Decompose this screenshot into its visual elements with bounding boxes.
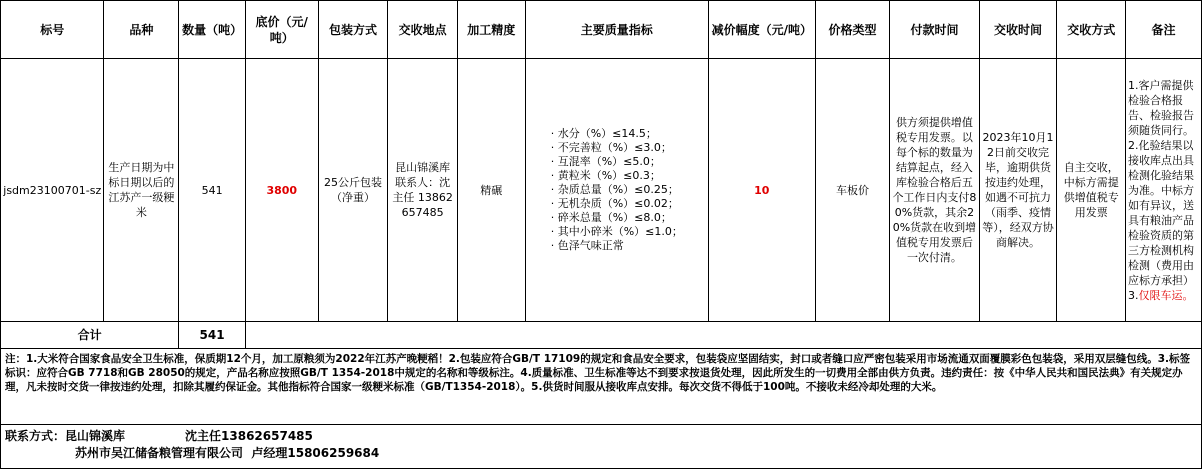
cell-processing: 精碾 [457,59,525,322]
quality-item: · 水分（%）≤14.5； [550,127,657,140]
total-row [1,322,1202,349]
cell-base-price: 3800 [245,59,318,322]
contact-row [1,425,1202,469]
cell-payment-time: 供方须提供增值税专用发票。以每个标的数量为结算起点，经入库检验合格后五个工作日内支付80%货款，其余20%货款在收到增值税专用发票后一次付清。 [890,59,979,322]
header-payment-time: 付款时间 [890,1,979,59]
total-label: 合计 [1,322,179,349]
contact-label: 联系方式： [5,429,66,443]
contact-line-1 [5,428,1197,445]
contact-person-2: 卢经理15806259684 [251,446,380,460]
header-variety: 品种 [104,1,179,59]
quality-item: · 无机杂质（%）≤0.02； [550,197,679,210]
total-empty [245,322,1201,349]
table-row [1,59,1202,322]
cell-variety: 生产日期为中标日期以后的江苏产一级粳米 [104,59,179,322]
cell-price-type: 车板价 [815,59,890,322]
cell-packaging: 25公斤包装（净重） [318,59,388,322]
quality-item: · 杂质总量（%）≤0.25； [550,183,679,196]
note-row [1,349,1202,425]
quality-item: · 不完善粒（%）≤3.0； [550,141,672,154]
remarks-highlight: 仅限车运。 [1138,288,1194,302]
header-processing: 加工精度 [457,1,525,59]
contact-org-2: 苏州市吴江储备粮管理有限公司 [75,446,244,460]
cell-price-step: 10 [709,59,816,322]
quality-item: · 其中小碎米（%）≤1.0； [550,225,683,238]
header-quantity: 数量（吨） [179,1,246,59]
remarks-text: 1.客户需提供检验合格报告、检验报告须随货同行。2.化验结果以接收库点出具检测化验结果为准。中标方如有异议，送具有粮油产品检验资质的第三方检测机构检测（费用由应标方承担）3. [1128,78,1195,302]
header-lot-no: 标号 [1,1,104,59]
cell-delivery-time: 2023年10月12日前交收完毕，逾期供货按违约处理，如遇不可抗力（雨季、疫情等），经双方协商解决。 [979,59,1057,322]
quality-item: · 互混率（%）≤5.0； [550,155,661,168]
header-delivery-place: 交收地点 [388,1,458,59]
header-price-type: 价格类型 [815,1,890,59]
quality-item: · 色泽气味正常 [550,239,624,252]
header-row [1,1,1202,59]
notes-text: 注：1.大米符合国家食品安全卫生标准，保质期12个月，加工原粮须为2022年江苏产晚粳稻！2.包装应符合GB/T 17109的规定和食品安全要求，包装袋应坚固结实，封口或者缝口应严密包装采用市场流通双面覆膜彩色包装袋，采用双层缝包线。3.标签标识：应符合GB 7718和GB 28050的规定，产品名称应按照GB/T 1354-2018中规定的名称和等级标注。4.质量标准、卫生标准等达不到要求按退货处理，因此所发生的一切费用全部由供方负责。违约责任：按《中华人民共和国民法典》有关规定办理，凡未按时交货一律按违约处理，扣除其履约保证金。其他指标符合国家一级粳米标准（GB/T1354-2018）。5.供货时间服从接收库点安排。每次交货不得低于100吨。不接收未经冷却处理的大米。 [1,349,1202,425]
header-delivery-method: 交收方式 [1057,1,1126,59]
quality-item: · 碎米总量（%）≤8.0； [550,211,672,224]
cell-quantity: 541 [179,59,246,322]
header-packaging: 包装方式 [318,1,388,59]
header-delivery-time: 交收时间 [979,1,1057,59]
contact-line-2 [5,445,1197,462]
cell-remarks [1126,59,1202,322]
contact-person-1: 沈主任13862657485 [185,429,313,443]
cell-delivery-method: 自主交收，中标方需提供增值税专用发票 [1057,59,1126,322]
header-remarks: 备注 [1126,1,1202,59]
header-base-price: 底价（元/吨） [245,1,318,59]
quality-item: · 黄粒米（%）≤0.3； [550,169,661,182]
contact-cell [1,425,1202,469]
contact-org-1: 昆山锦溪库 [65,429,126,443]
cell-lot-no: jsdm23100701-sz [1,59,104,322]
total-quantity: 541 [179,322,246,349]
cell-delivery-place: 昆山锦溪库 联系人：沈主任 13862657485 [388,59,458,322]
quality-list [551,127,683,253]
cell-quality [525,59,708,322]
header-price-step: 减价幅度（元/吨） [709,1,816,59]
header-quality: 主要质量指标 [525,1,708,59]
